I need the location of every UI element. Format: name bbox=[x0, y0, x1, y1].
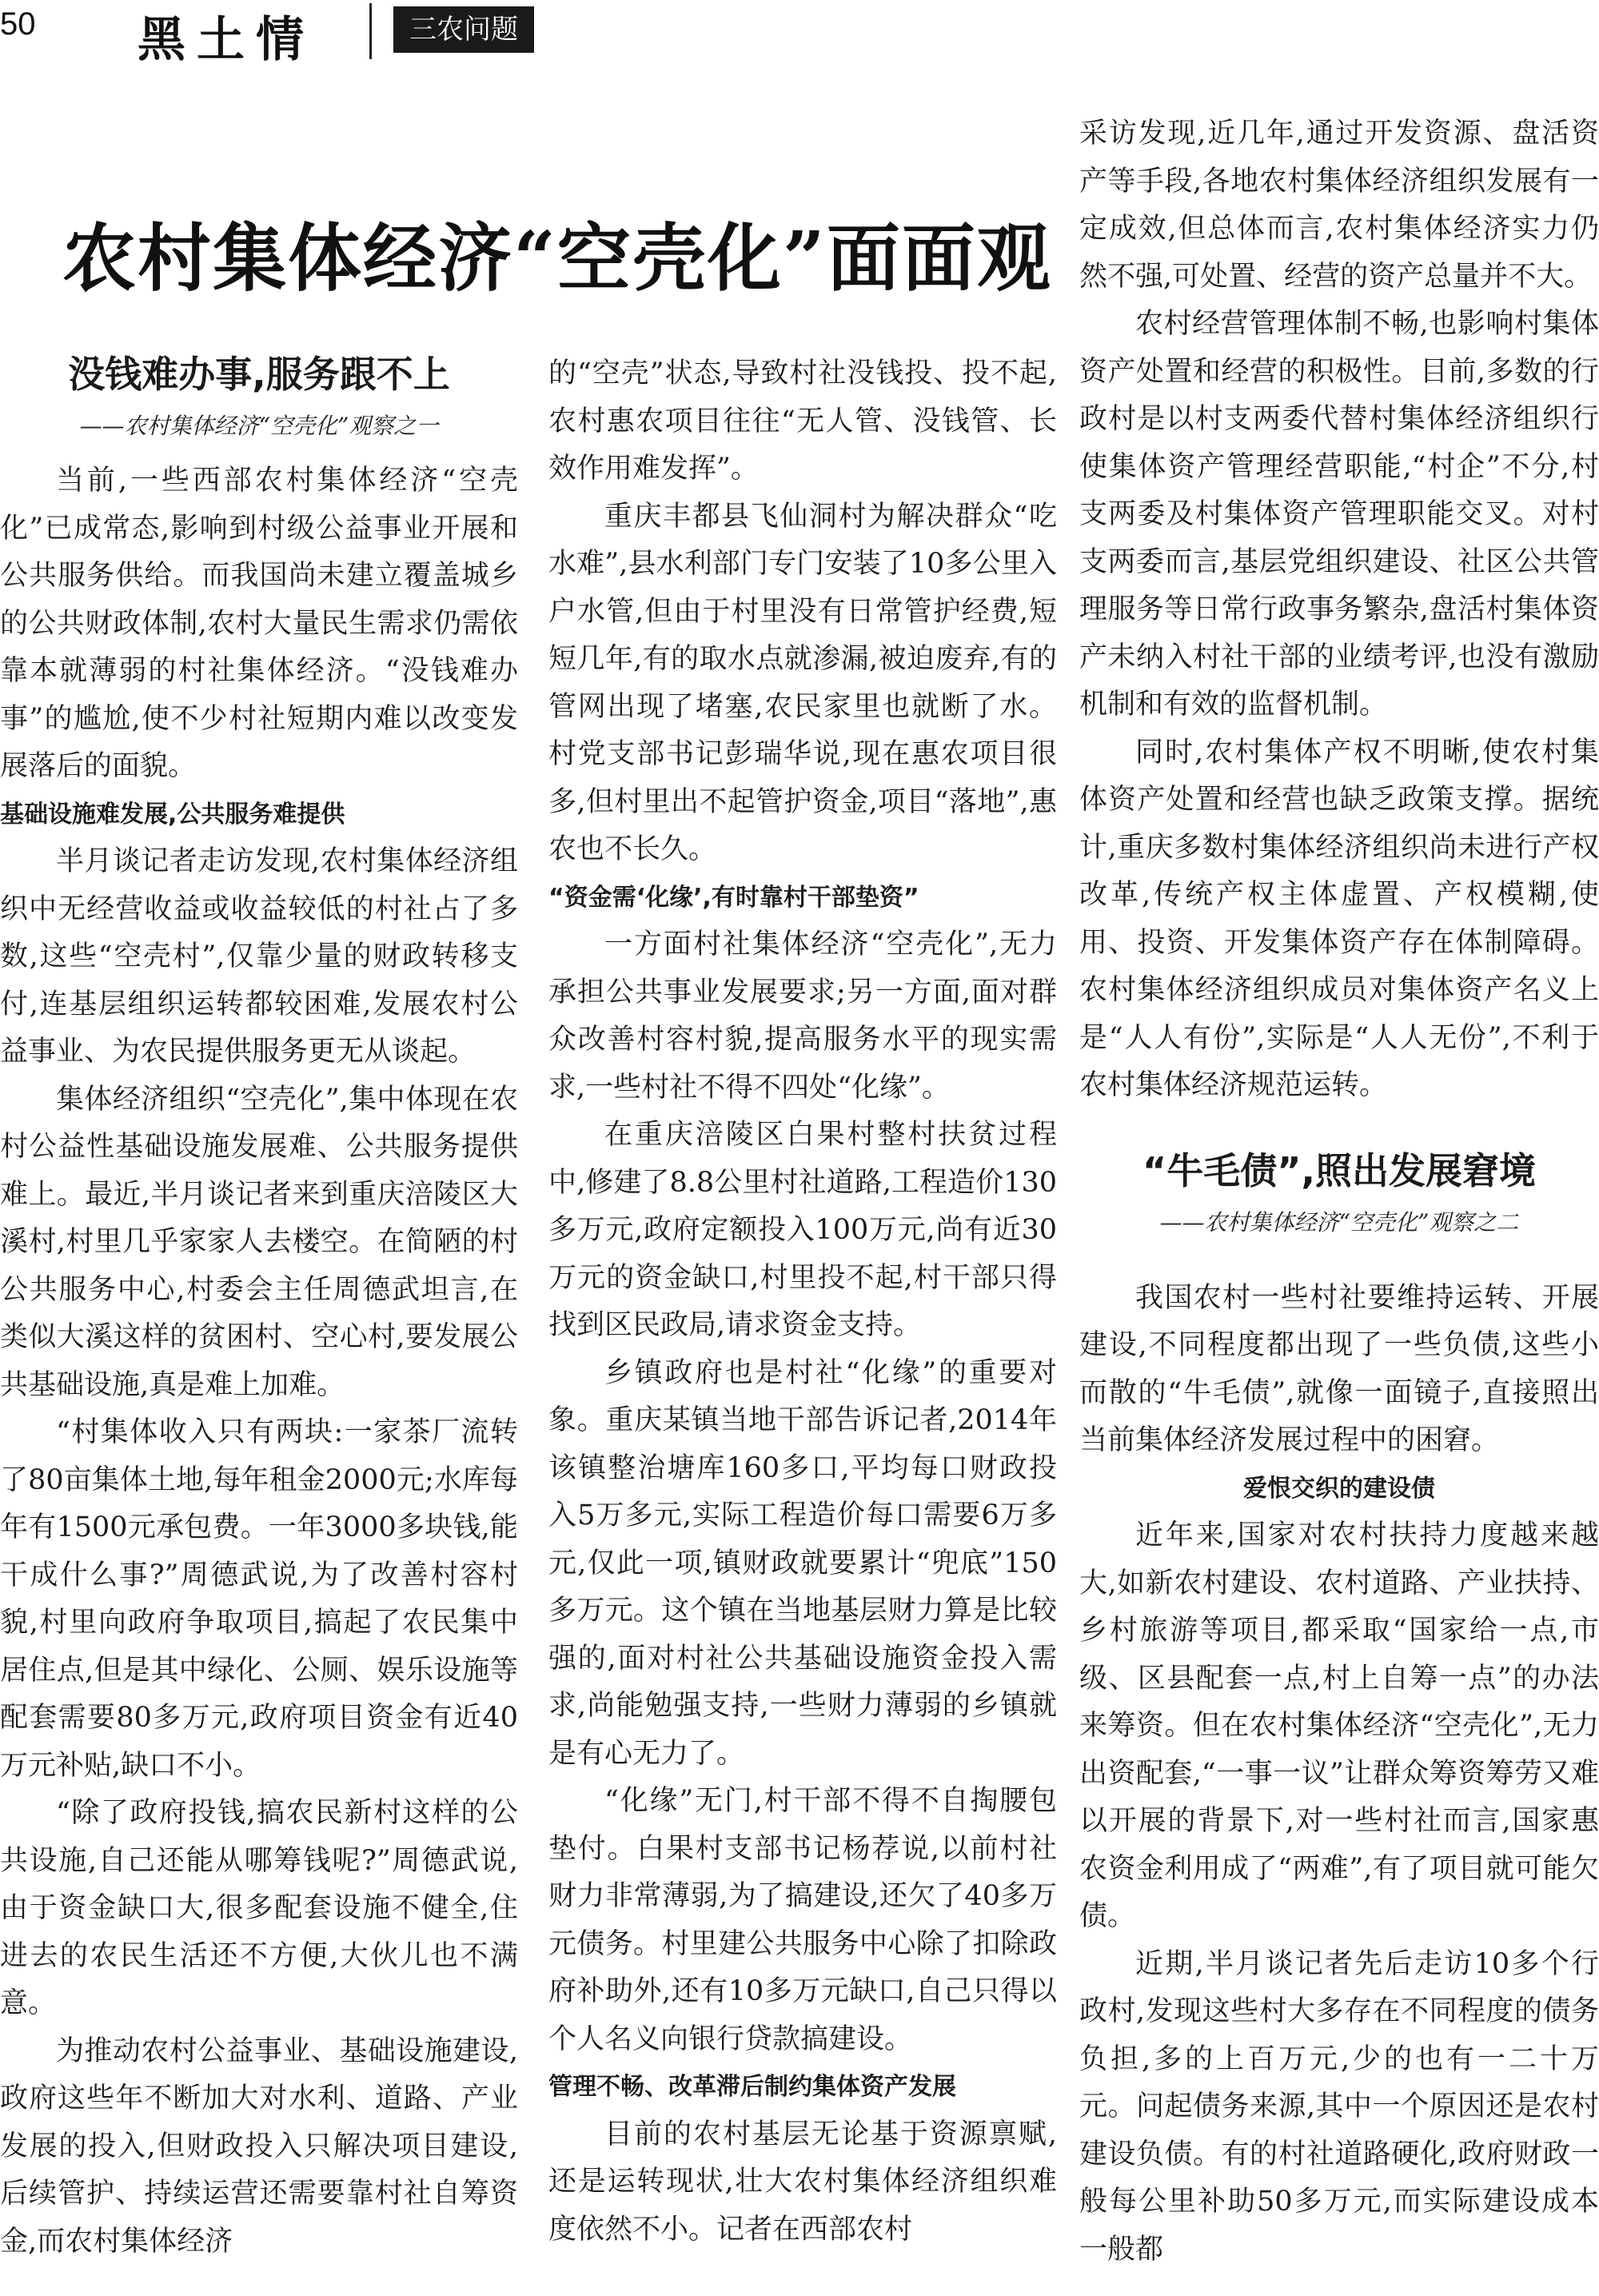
text-column-3 bbox=[1079, 110, 1599, 2274]
part2-title: “牛毛债”,照出发展窘境 bbox=[1142, 1148, 1536, 1192]
paragraph: 农村经营管理体制不畅,也影响村集体资产处置和经营的积极性。目前,多数的行政村是以村支两委代替村集体经济组织行使集体资产管理经营职能,“村企”不分,村支两委及村集体资产管理职能交叉。对村支两委而言,基层党组织建设、社区公共管理服务等日常行政事务繁杂,盘活村集体资产未纳入村社干部的业绩考评,也没有激励机制和有效的监督机制。 bbox=[1079, 308, 1599, 721]
paragraph: 当前,一些西部农村集体经济“空壳化”已成常态,影响到村级公益事业开展和公共服务供给。而我国尚未建立覆盖城乡的公共财政体制,农村大量民生需求仍需依靠本就薄弱的村社集体经济。“没钱难办事”的尴尬,使不少村社短期内难以改变发展落后的面貌。 bbox=[0, 465, 518, 782]
paragraph: 乡镇政府也是村社“化缘”的重要对象。重庆某镇当地干部告诉记者,2014年该镇整治塘库160多口,平均每口财政投入5万多元,实际工程造价每口需要6万多元,仅此一项,镇财政就要累计“兜底”150多万元。这个镇在当地基层财力算是比较强的,面对村社公共基础设施资金投入需求,尚能勉强支持,一些财力薄弱的乡镇就是有心无力了。 bbox=[548, 1356, 1057, 1770]
section-heading: 基础设施难发展,公共服务难提供 bbox=[0, 800, 345, 829]
part1-title: 没钱难办事,服务跟不上 bbox=[68, 353, 450, 396]
part1-byline: ——农村集体经济“空壳化”观察之一 bbox=[79, 413, 439, 439]
paragraph: 一方面村社集体经济“空壳化”,无力承担公共事业发展要求;另一方面,面对群众改善村容村貌,提高服务水平的现实需求,一些村社不得不四处“化缘”。 bbox=[548, 928, 1057, 1104]
paragraph: 集体经济组织“空壳化”,集中体现在农村公益性基础设施发展难、公共服务提供难上。最近,半月谈记者来到重庆涪陵区大溪村,村里几乎家家人去楼空。在简陋的村公共服务中心,村委会主任周德武坦言,在类似大溪这样的贫困村、空心村,要发展公共基础设施,真是难上加难。 bbox=[0, 1083, 518, 1401]
paragraph: 目前的农村基层无论基于资源禀赋,还是运转现状,壮大农村集体经济组织难度依然不小。记者在西部农村 bbox=[548, 2118, 1057, 2246]
magazine-title: 黑土情 bbox=[138, 12, 315, 68]
section-heading: “资金需‘化缘’,有时靠村干部垫资” bbox=[548, 883, 919, 912]
paragraph: 半月谈记者走访发现,农村集体经济组织中无经营收益或收益较低的村社占了多数,这些“空壳村”,仅靠少量的财政转移支付,连基层组织运转都较困难,发展农村公益事业、为农民提供服务更无从谈起。 bbox=[0, 845, 518, 1068]
text-column-2 bbox=[548, 350, 1057, 2254]
section-heading: 管理不畅、改革滞后制约集体资产发展 bbox=[548, 2073, 956, 2101]
paragraph: 在重庆涪陵区白果村整村扶贫过程中,修建了8.8公里村社道路,工程造价130多万元,政府定额投入100万元,尚有近30万元的资金缺口,村里投不起,村干部只得找到区民政局,请求资金支持。 bbox=[548, 1119, 1057, 1341]
paragraph: 我国农村一些村社要维持运转、开展建设,不同程度都出现了一些负债,这些小而散的“牛毛债”,就像一面镜子,直接照出当前集体经济发展过程中的困窘。 bbox=[1079, 1281, 1599, 1456]
paragraph-continued: 的“空壳”状态,导致村社没钱投、投不起,农村惠农项目往往“无人管、没钱管、长效作用难发挥”。 bbox=[548, 357, 1057, 485]
paragraph: “化缘”无门,村干部不得不自掏腰包垫付。白果村支部书记杨荐说,以前村社财力非常薄弱,为了搞建设,还欠了40多万元债务。村里建公共服务中心除了扣除政府补助外,还有10多万元缺口,自己只得以个人名义向银行贷款搞建设。 bbox=[548, 1785, 1057, 2055]
paragraph: 同时,农村集体产权不明晰,使农村集体资产处置和经营也缺乏政策支撑。据统计,重庆多数村集体经济组织尚未进行产权改革,传统产权主体虚置、产权模糊,使用、投资、开发集体资产存在体制障碍。农村集体经济组织成员对集体资产名义上是“人人有份”,实际是“人人无份”,不利于农村集体经济规范运转。 bbox=[1079, 736, 1599, 1101]
section-heading: 爱恨交织的建设债 bbox=[1243, 1474, 1435, 1503]
paragraph: “村集体收入只有两块:一家茶厂流转了80亩集体土地,每年租金2000元;水库每年有1500元承包费。一年3000多块钱,能干成什么事?”周德武说,为了改善村容村貌,村里向政府争取项目,搞起了农民集中居住点,但是其中绿化、公厕、娱乐设施等配套需要80多万元,政府项目资金有近40万元补贴,缺口不小。 bbox=[0, 1416, 518, 1782]
page-header bbox=[0, 0, 1599, 68]
text-column-1 bbox=[0, 350, 518, 2266]
header-divider bbox=[369, 3, 372, 59]
section-tag: 三农问题 bbox=[393, 6, 534, 53]
paragraph-continued: 采访发现,近几年,通过开发资源、盘活资产等手段,各地农村集体经济组织发展有一定成效,但总体而言,农村集体经济实力仍然不强,可处置、经营的资产总量并不大。 bbox=[1079, 118, 1599, 293]
part2-byline: ——农村集体经济“空壳化”观察之二 bbox=[1159, 1208, 1519, 1236]
paragraph: 近期,半月谈记者先后走访10多个行政村,发现这些村大多存在不同程度的债务负担,多的上百万元,少的也有一二十万元。问起债务来源,其中一个原因还是农村建设负债。有的村社道路硬化,政府财政一般每公里补助50多万元,而实际建设成本一般都 bbox=[1079, 1947, 1599, 2266]
paragraph: 为推动农村公益事业、基础设施建设,政府这些年不断加大对水利、道路、产业发展的投入,但财政投入只解决项目建设,后续管护、持续运营还需要靠村社自筹资金,而农村集体经济 bbox=[0, 2034, 518, 2258]
paragraph: 重庆丰都县飞仙洞村为解决群众“吃水难”,县水利部门专门安装了10多公里入户水管,但由于村里没有日常管护经费,短短几年,有的取水点就渗漏,被迫废弃,有的管网出现了堵塞,农民家里也就断了水。村党支部书记彭瑞华说,现在惠农项目很多,但村里出不起管护资金,项目“落地”,惠农也不长久。 bbox=[548, 500, 1057, 865]
article-title: 农村集体经济“空壳化”面面观 bbox=[62, 215, 1052, 301]
paragraph: 近年来,国家对农村扶持力度越来越大,如新农村建设、农村道路、产业扶持、乡村旅游等项目,都采取“国家给一点,市级、区县配套一点,村上自筹一点”的办法来筹资。但在农村集体经济“空壳化”,无力出资配套,“一事一议”让群众筹资筹劳又难以开展的背景下,对一些村社而言,国家惠农资金利用成了“两难”,有了项目就可能欠债。 bbox=[1079, 1519, 1599, 1932]
page-number: 50 bbox=[0, 6, 36, 42]
paragraph: “除了政府投钱,搞农民新村这样的公共设施,自己还能从哪筹钱呢?”周德武说,由于资金缺口大,很多配套设施不健全,住进去的农民生活还不方便,大伙儿也不满意。 bbox=[0, 1797, 518, 2019]
